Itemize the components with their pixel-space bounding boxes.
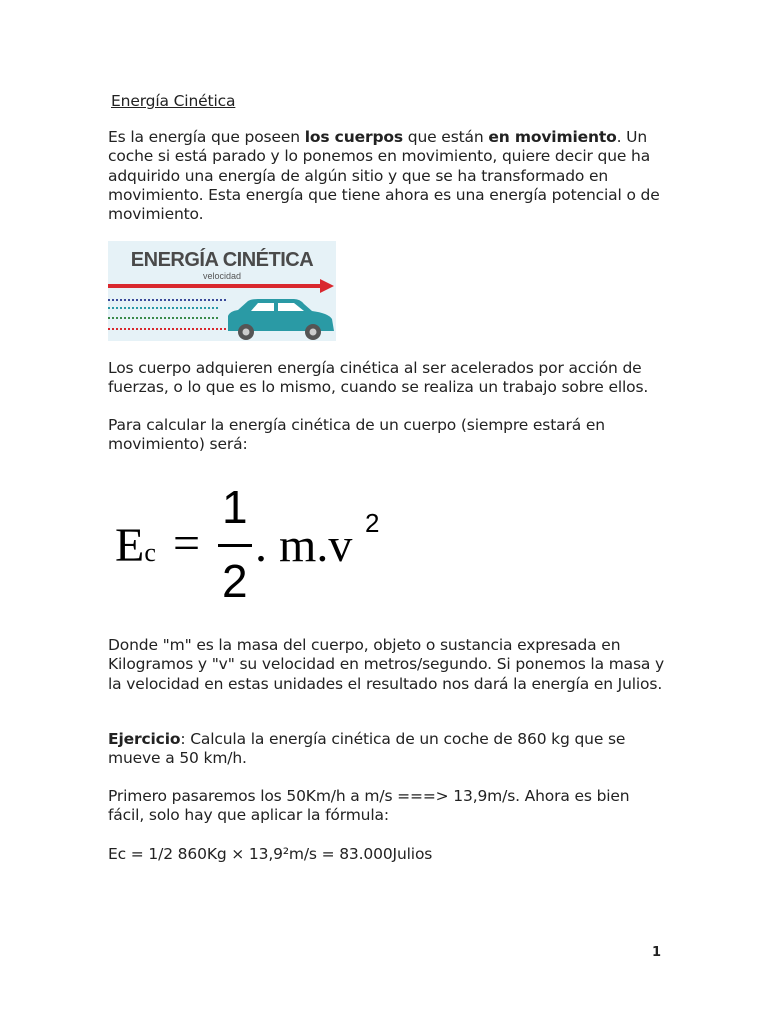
paragraph-definition bbox=[108, 128, 668, 224]
paragraph-acceleration: Los cuerpo adquieren energía cinética al ser acelerados por acción de fuerzas, o lo que es lo mismo, cuando se realiza un trabajo sobre ellos. bbox=[108, 359, 649, 397]
formula-lhs bbox=[115, 516, 156, 583]
bold-run: los cuerpos bbox=[304, 128, 403, 146]
kinetic-energy-illustration bbox=[108, 241, 336, 341]
illustration-title: ENERGÍA CINÉTICA bbox=[130, 249, 314, 271]
text-run: . Un coche si está parado y lo ponemos en movimiento, quiere decir que ha adquirido una energía de algún sitio y que se ha transformado en movimiento. Esta energía que tiene ahora es una energía potencial o de movimiento. bbox=[108, 128, 660, 224]
paragraph-units: Donde "m" es la masa del cuerpo, objeto o sustancia expresada en Kilogramos y "v" su velocidad en metros/segundo. Si ponemos la masa y la velocidad en estas unidades el resultado nos dará la energía en Julios. bbox=[108, 636, 665, 693]
formula-numerator: 1 bbox=[222, 481, 248, 533]
paragraph-result: Ec = 1/2 860Kg × 13,9²m/s = 83.000Julios bbox=[108, 845, 433, 863]
illustration-subtitle: velocidad bbox=[202, 271, 242, 281]
formula-e: E bbox=[115, 519, 145, 572]
paragraph-conversion: Primero pasaremos los 50Km/h a m/s ===> 13,9m/s. Ahora es bien fácil, solo hay que aplicar la fórmula: bbox=[108, 787, 630, 825]
formula-subscript: c bbox=[144, 538, 156, 567]
velocity-arrow-head bbox=[320, 279, 334, 293]
exercise-text: : Calcula la energía cinética de un coche de 860 kg que se mueve a 50 km/h. bbox=[108, 730, 626, 768]
formula-equals: = bbox=[173, 517, 201, 570]
page-title: Energía Cinética bbox=[111, 92, 236, 110]
text-run: Es la energía que poseen bbox=[108, 128, 305, 146]
velocity-arrow-shaft bbox=[108, 284, 322, 288]
exercise-label: Ejercicio bbox=[108, 730, 181, 748]
formula-mass-velocity: . m.v bbox=[255, 519, 353, 572]
bold-run: en movimiento bbox=[488, 128, 617, 146]
fraction-bar bbox=[218, 544, 252, 547]
paragraph-calculation: Para calcular la energía cinética de un cuerpo (siempre estará en movimiento) será: bbox=[108, 416, 605, 454]
text-run: que están bbox=[403, 128, 489, 146]
paragraph-exercise bbox=[108, 730, 668, 769]
kinetic-energy-formula bbox=[115, 478, 405, 618]
formula-denominator: 2 bbox=[222, 555, 248, 607]
formula-exponent: 2 bbox=[365, 508, 380, 538]
page-number: 1 bbox=[652, 945, 661, 960]
